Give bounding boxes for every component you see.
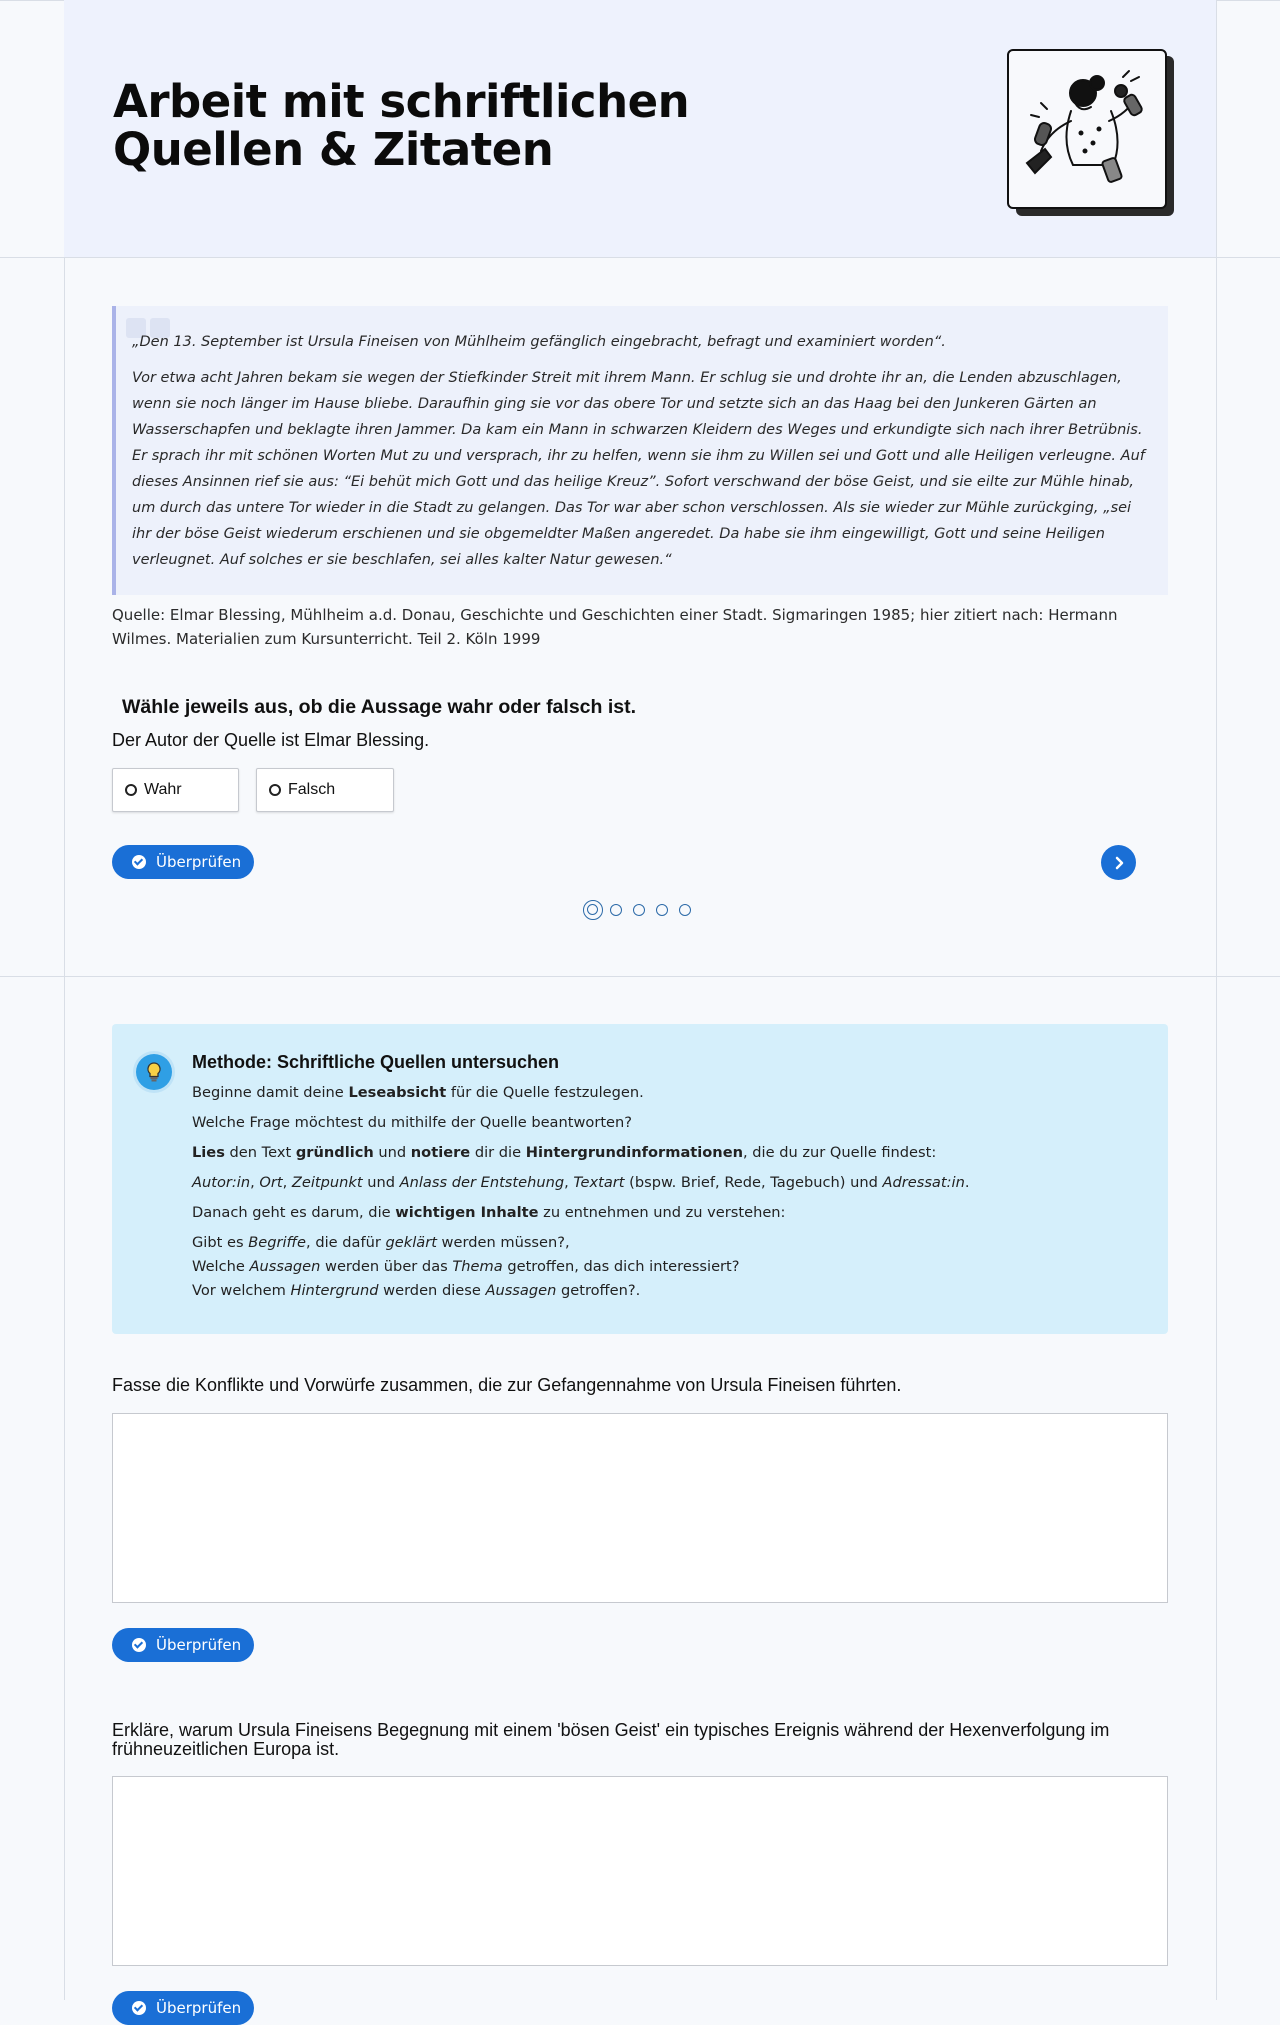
pagination-dot-2[interactable] <box>610 904 622 916</box>
quote-first-line: „Den 13. September ist Ursula Fineisen von Mühlheim gefänglich eingebracht, befragt und examiniert worden“. <box>132 334 946 350</box>
section-divider <box>0 976 1280 977</box>
method-line-6: Gibt es Begriffe, die dafür geklärt werden müssen?, <box>192 1234 570 1251</box>
method-line-1: Beginne damit deine Leseabsicht für die Quelle festzulegen. <box>192 1084 644 1101</box>
method-line-8: Vor welchem Hintergrund werden diese Aussagen getroffen?. <box>192 1282 641 1299</box>
task-2-answer-input[interactable] <box>112 1776 1168 1966</box>
reporter-illustration <box>1007 49 1167 209</box>
check-circle-icon <box>132 2001 146 2015</box>
source-citation: Quelle: Elmar Blessing, Mühlheim a.d. Donau, Geschichte und Geschichten einer Stadt. Sigmaringen 1985; hier zitiert nach: Hermann Wilmes. Materialien zum Kursunterricht. Teil 2. Köln 1999 <box>112 606 1118 648</box>
task-2-check-button[interactable] <box>112 1991 254 2025</box>
quiz-check-button[interactable] <box>112 845 254 879</box>
method-line-2: Welche Frage möchtest du mithilfe der Quelle beantworten? <box>192 1114 633 1131</box>
quiz-statement: Der Autor der Quelle ist Elmar Blessing. <box>112 730 430 750</box>
page-title-line-1: Arbeit mit schriftlichen <box>113 75 690 128</box>
next-slide-button[interactable] <box>1101 845 1136 880</box>
page-title-line-2: Quellen & Zitaten <box>113 123 554 176</box>
slide-pagination <box>583 900 702 920</box>
method-line-5: Danach geht es darum, die wichtigen Inhalte zu entnehmen und zu verstehen: <box>192 1204 786 1221</box>
check-circle-icon <box>132 1638 146 1652</box>
option-true-label: Wahr <box>144 781 182 798</box>
task-1-check-button[interactable] <box>112 1628 254 1662</box>
method-title: Methode: Schriftliche Quellen untersuchen <box>192 1052 560 1072</box>
task-1-answer-input[interactable] <box>112 1413 1168 1603</box>
quote-body: Vor etwa acht Jahren bekam sie wegen der Stiefkinder Streit mit ihrem Mann. Er schlug sie und drohte ihr an, die Lenden abzuschlagen, wenn sie noch länger im Hause bliebe. Daraufhin ging sie vor das obere Tor und setzte sich an das Haag bei den Junkeren Gärten an Wasserschapfen und beklagte ihren Jammer. Da kam ein Mann in schwarzen Kleidern des Weges und erkundigte sich nach ihrer Betrübnis. Er sprach ihr mit schönen Worten Mut zu und versprach, ihr zu helfen, wenn sie ihm zu Willen sei und Gott und alle Heiligen verleugne. Auf dieses Ansinnen rief sie aus: “Ei behüt mich Gott und das heilige Kreuz”. Sofort verschwand der böse Geist, und sie eilte zur Mühle hinab, um durch das untere Tor wieder in die Stadt zu gelangen. Das Tor war aber schon verschlossen. Als sie wieder zur Mühle zurückging, „sei ihr der böse Geist wiederum erschienen und sie obgemeldter Maßen angeredet. Da habe sie ihm eingewilligt, Gott und seine Heiligen verleugnet. Auf solches er sie beschlafen, sei alles kalter Natur gewesen.“ <box>132 370 1145 568</box>
frame-line-right <box>1216 0 1217 2000</box>
check-circle-icon <box>132 855 146 869</box>
task-2-question: Erkläre, warum Ursula Fineisens Begegnung mit einem 'bösen Geist' ein typisches Ereignis während der Hexenverfolgung im frühneuzeitlichen Europa ist. <box>112 1720 1110 1759</box>
quiz-check-label: Überprüfen <box>156 853 242 871</box>
reporter-illustration-icon <box>1009 51 1165 207</box>
task-1-check-label: Überprüfen <box>156 1636 242 1654</box>
radio-icon <box>269 784 281 796</box>
header-divider <box>0 257 1280 258</box>
pagination-dot-4[interactable] <box>656 904 668 916</box>
option-true[interactable] <box>112 768 239 812</box>
option-false[interactable] <box>256 768 394 812</box>
method-line-3: Lies den Text gründlich und notiere dir die Hintergrundinformationen, die du zur Quelle findest: <box>192 1144 937 1161</box>
method-line-7: Welche Aussagen werden über das Thema getroffen, das dich interessiert? <box>192 1258 740 1275</box>
page-title <box>113 75 733 176</box>
method-line-4: Autor:in, Ort, Zeitpunkt und Anlass der Entstehung, Textart (bspw. Brief, Rede, Tagebuch) und Adressat:in. <box>192 1174 970 1191</box>
pagination-dot-3[interactable] <box>633 904 645 916</box>
radio-icon <box>125 784 137 796</box>
quiz-title: Wähle jeweils aus, ob die Aussage wahr oder falsch ist. <box>122 696 637 718</box>
lightbulb-icon <box>136 1054 172 1090</box>
pagination-dot-1[interactable] <box>583 900 603 920</box>
chevron-right-icon <box>1112 856 1126 870</box>
task-1-question: Fasse die Konflikte und Vorwürfe zusammen, die zur Gefangennahme von Ursula Fineisen führten. <box>112 1375 902 1395</box>
option-false-label: Falsch <box>288 781 336 798</box>
task-2-check-label: Überprüfen <box>156 1999 242 2017</box>
frame-line-left <box>64 0 65 2000</box>
pagination-dot-5[interactable] <box>679 904 691 916</box>
